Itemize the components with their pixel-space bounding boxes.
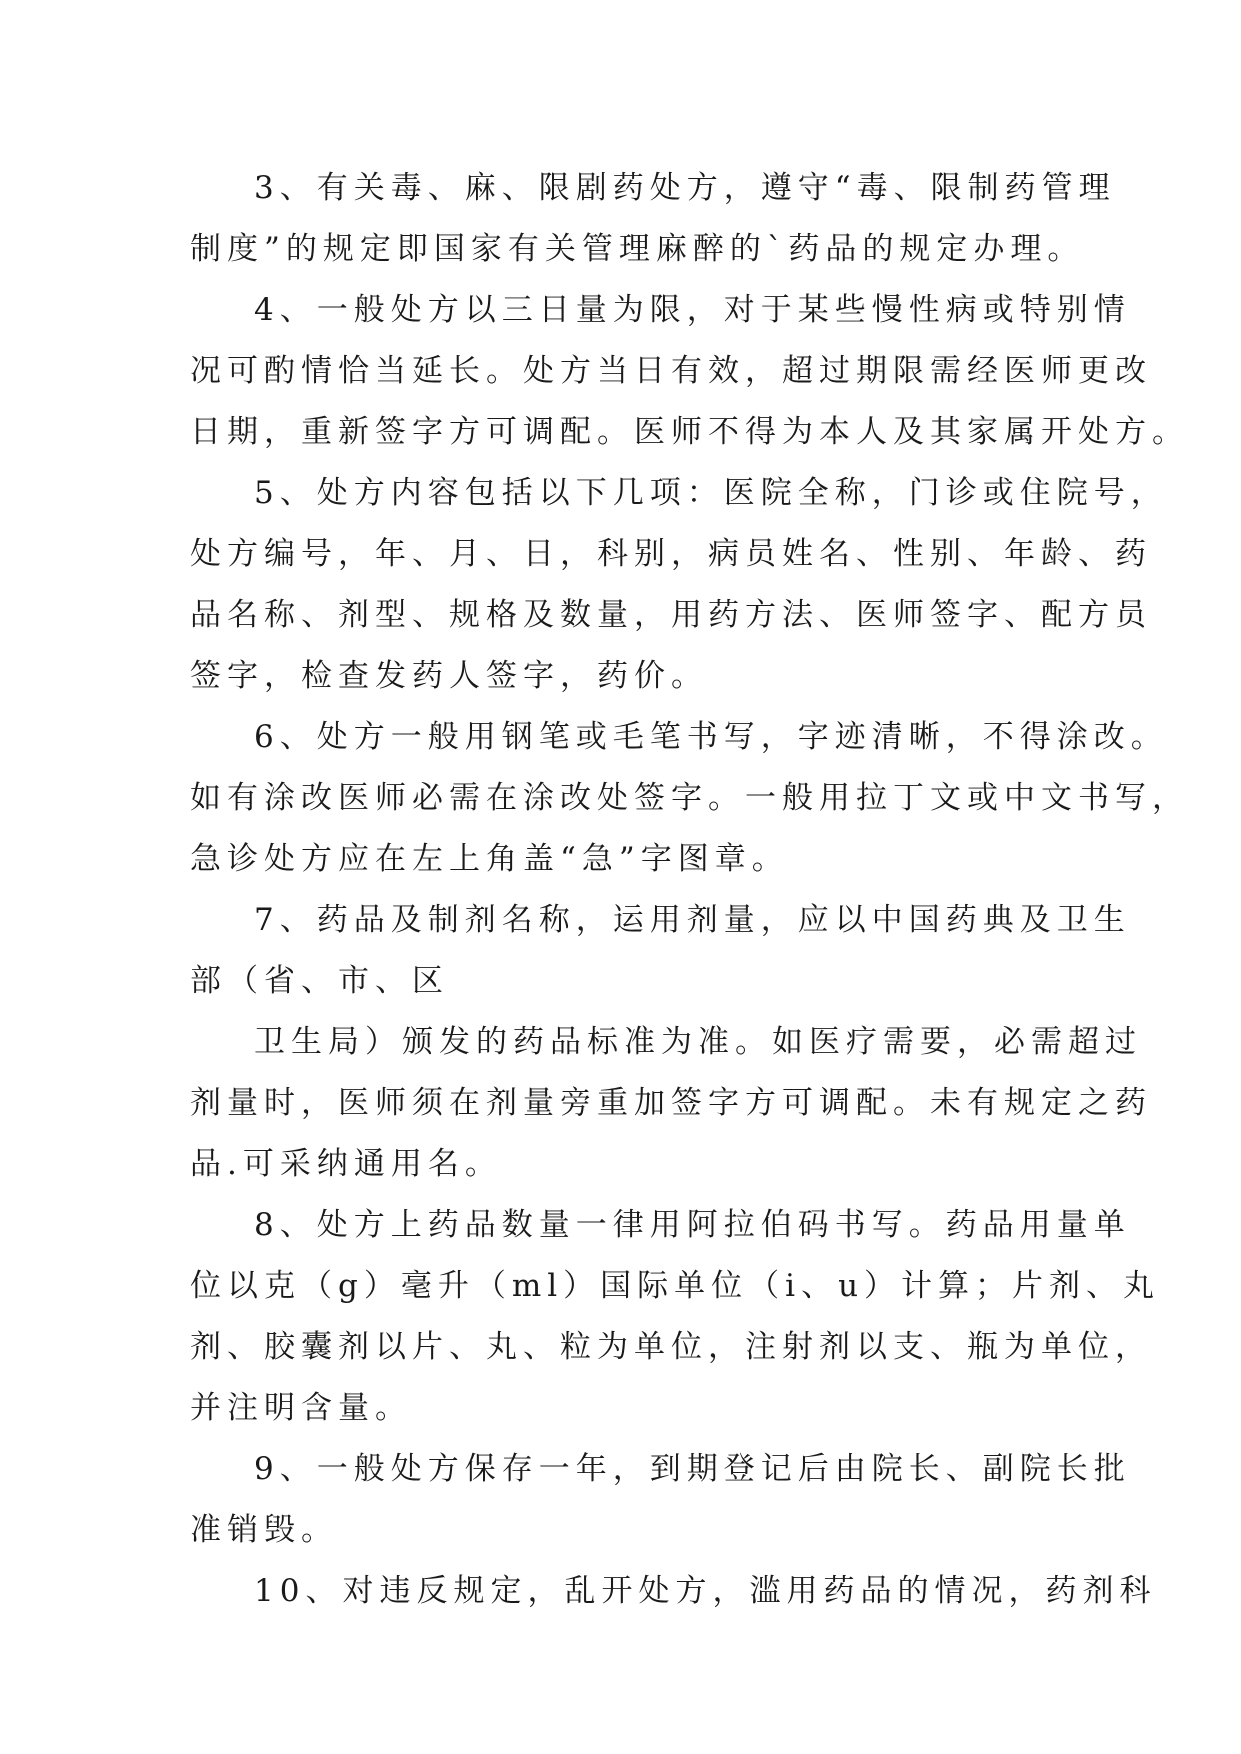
text-line: 处方编号，年、月、日，科别，病员姓名、性别、年龄、药 [190,536,1152,572]
text-line: 签字，检查发药人签字，药价。 [190,658,708,694]
text-line: 况可酌情恰当延长。处方当日有效，超过期限需经医师更改 [190,353,1152,389]
text-line: 3、有关毒、麻、限剧药处方，遵守“毒、限制药管理 [254,170,1116,206]
text-line: 6、处方一般用钢笔或毛笔书写，字迹清晰，不得涂改。 [254,719,1168,755]
text-line: 10、对违反规定，乱开处方，滥用药品的情况，药剂科 [254,1573,1157,1609]
text-line: 日期，重新签字方可调配。医师不得为本人及其家属开处方。 [190,414,1189,450]
text-line: 剂量时，医师须在剂量旁重加签字方可调配。未有规定之药 [190,1085,1152,1121]
text-line: 5、处方内容包括以下几项：医院全称，门诊或住院号， [254,475,1168,511]
text-line: 部（省、市、区 [190,963,449,999]
text-line: 位以克（g）毫升（ml）国际单位（i、u）计算；片剂、丸 [190,1268,1161,1304]
text-line: 7、药品及制剂名称，运用剂量，应以中国药典及卫生 [254,902,1131,938]
text-line: 卫生局）颁发的药品标准为准。如医疗需要，必需超过 [254,1024,1142,1060]
text-line: 8、处方上药品数量一律用阿拉伯码书写。药品用量单 [254,1207,1131,1243]
text-line: 如有涂改医师必需在涂改处签字。一般用拉丁文或中文书写， [190,780,1189,816]
text-line: 并注明含量。 [190,1390,412,1426]
text-line: 品名称、剂型、规格及数量，用药方法、医师签字、配方员 [190,597,1152,633]
text-line: 9、一般处方保存一年，到期登记后由院长、副院长批 [254,1451,1131,1487]
text-line: 制度”的规定即国家有关管理麻醉的`药品的规定办理。 [190,231,1085,267]
text-line: 剂、胶囊剂以片、丸、粒为单位，注射剂以支、瓶为单位， [190,1329,1152,1365]
text-line: 品.可采纳通用名。 [190,1146,502,1182]
text-line: 急诊处方应在左上角盖“急”字图章。 [190,841,789,877]
text-line: 4、一般处方以三日量为限，对于某些慢性病或特别情 [254,292,1131,328]
text-line: 准销毁。 [190,1512,338,1548]
document-body [190,158,1189,1622]
